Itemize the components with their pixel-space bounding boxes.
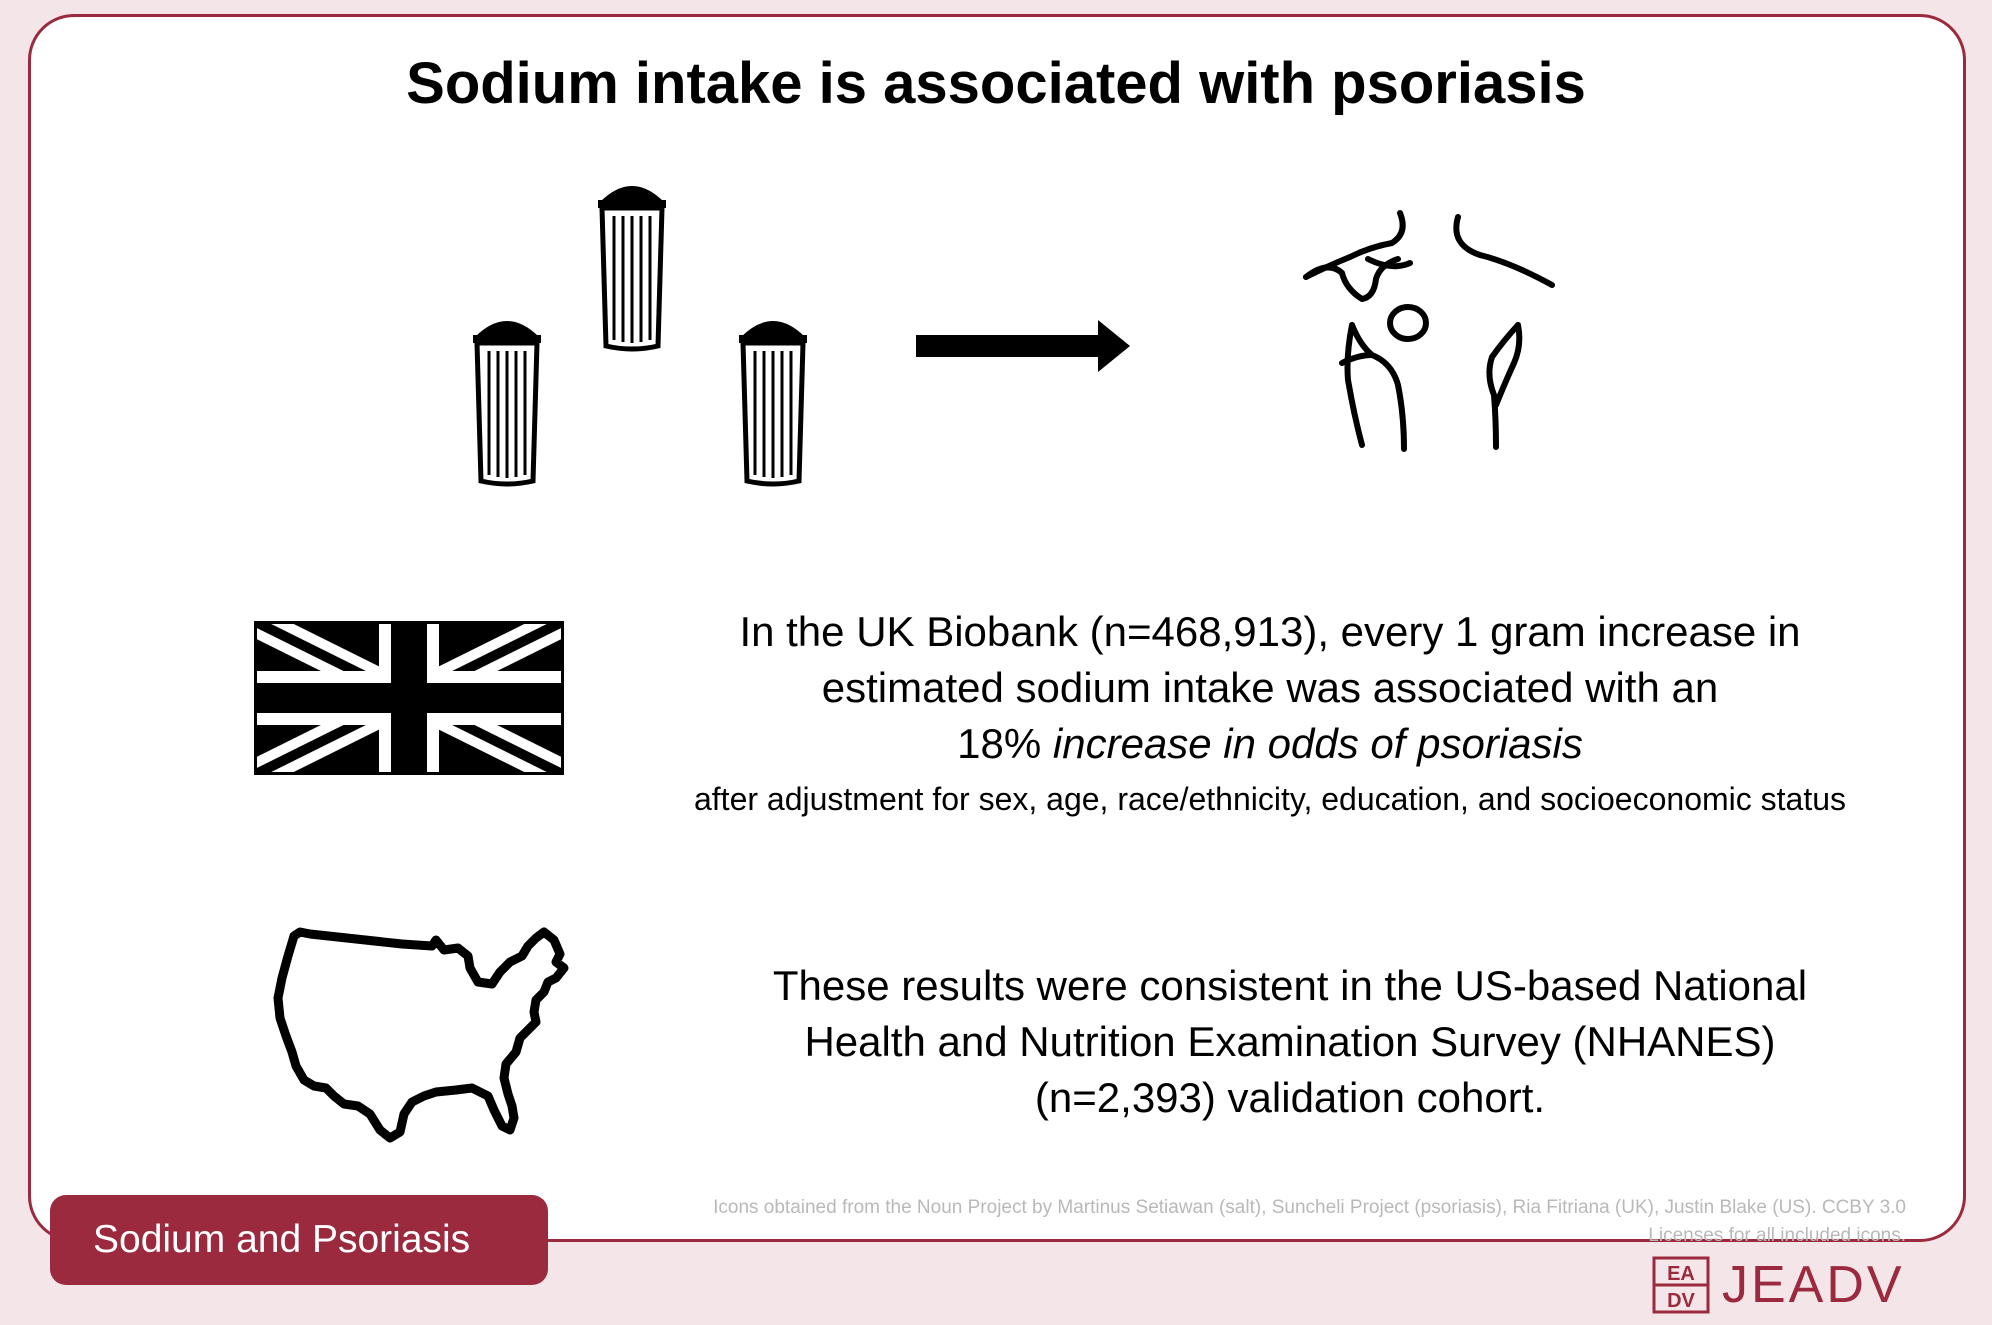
us-map-icon [272, 926, 590, 1144]
salt-shaker-icon [733, 311, 813, 487]
topic-tag: Sodium and Psoriasis [50, 1195, 548, 1285]
odds-phrase: increase in odds of psoriasis [1052, 720, 1583, 767]
uk-finding-line1: In the UK Biobank (n=468,913), every 1 gram increase in [739, 608, 1801, 655]
uk-flag-icon [254, 621, 564, 775]
icon-credits: Icons obtained from the Noun Project by Martinus Setiawan (salt), Suncheli Project (psoriasis), Ria Fitriana (UK), Justin Blake (US). CCBY 3.0 Licenses for all included icons. [713, 1197, 1906, 1246]
us-finding-line2: Health and Nutrition Examination Survey (NHANES) [804, 1018, 1776, 1065]
logo-wordmark: JEADV [1722, 1256, 1905, 1314]
odds-percent: 18% [957, 720, 1053, 767]
us-finding [640, 958, 1940, 1126]
psoriasis-body-icon [1300, 205, 1560, 455]
uk-finding-line2: estimated sodium intake was associated with an [821, 664, 1719, 711]
uk-adjustment-note: after adjustment for sex, age, race/ethnicity, education, and socioeconomic status [693, 781, 1847, 817]
page-title: Sodium intake is associated with psoriasis [406, 51, 1586, 116]
salt-shaker-icon [467, 311, 547, 487]
us-finding-line3: (n=2,393) validation cohort. [1034, 1074, 1546, 1121]
jeadv-logo [1652, 1255, 1905, 1315]
uk-finding-line3 [650, 716, 1890, 772]
arrow-right-icon [916, 320, 1130, 372]
monogram-bottom: DV [1667, 1290, 1695, 1312]
eadv-monogram-icon [1652, 1256, 1710, 1314]
us-finding-line1: These results were consistent in the US-based National [772, 962, 1808, 1009]
salt-shaker-icon [592, 176, 672, 352]
uk-finding [650, 604, 1890, 820]
monogram-top: EA [1667, 1263, 1695, 1285]
